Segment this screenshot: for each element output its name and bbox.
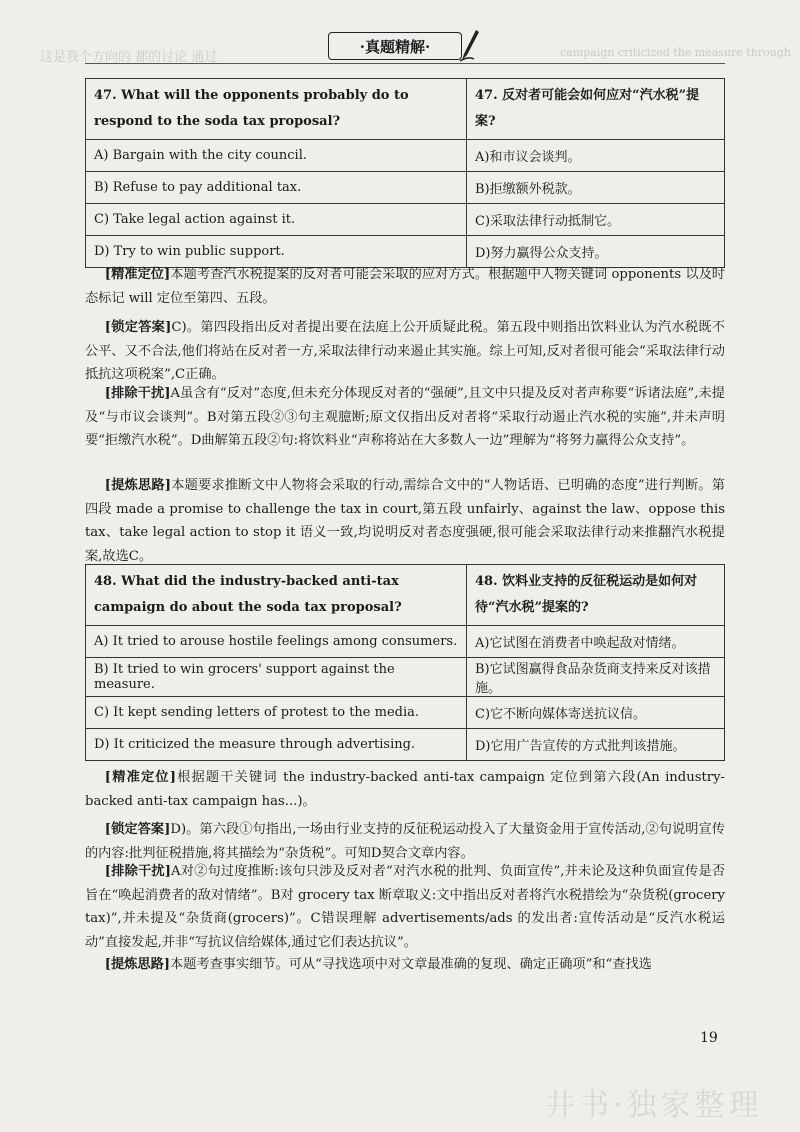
answer-label: [锁定答案]	[104, 822, 171, 837]
locate-label: [精准定位]	[104, 770, 176, 785]
option-c-zh: C)采取法律行动抵制它。	[467, 204, 725, 236]
option-c-zh: C)它不断向媒体寄送抗议信。	[467, 697, 725, 729]
q47-answer-paragraph	[85, 316, 725, 387]
q48-answer-paragraph	[85, 818, 725, 865]
q48-exclude-paragraph	[85, 860, 725, 954]
option-b-en: B) Refuse to pay additional tax.	[86, 172, 467, 204]
watermark: 井书·独家整理	[545, 1088, 763, 1123]
exclude-label: [排除干扰]	[104, 864, 171, 879]
option-b-en: B) It tried to win grocers' support against the measure.	[86, 658, 467, 697]
locate-text: 本题考查汽水税提案的反对者可能会采取的应对方式。根据题中人物关键词 opponents 以及时态标记 will 定位至第四、五段。	[85, 267, 725, 306]
option-c-en: C) Take legal action against it.	[86, 204, 467, 236]
q48-refine-paragraph	[85, 953, 725, 977]
option-d-en: D) It criticized the measure through advertising.	[86, 729, 467, 761]
bleed-through-text: 这是我个方向的 都的讨论 通过	[40, 50, 218, 65]
option-b-zh: B)它试图赢得食品杂货商支持来反对该措施。	[467, 658, 725, 697]
header-rule	[85, 63, 725, 64]
question-47-en: 47. What will the opponents probably do to respond to the soda tax proposal?	[86, 79, 467, 140]
q47-refine-paragraph	[85, 474, 725, 568]
locate-label: [精准定位]	[104, 267, 171, 282]
refine-label: [提炼思路]	[104, 478, 172, 493]
option-a-zh: A)它试图在消费者中唤起敌对情绪。	[467, 626, 725, 658]
option-a-en: A) Bargain with the city council.	[86, 140, 467, 172]
question-47-zh: 47. 反对者可能会如何应对“汽水税”提案?	[467, 79, 725, 140]
option-b-zh: B)拒缴额外税款。	[467, 172, 725, 204]
option-d-zh: D)努力赢得公众支持。	[467, 236, 725, 268]
option-d-en: D) Try to win public support.	[86, 236, 467, 268]
q47-locate-paragraph	[85, 263, 725, 310]
section-header: ·真题精解·	[328, 32, 462, 60]
bleed-through-text: campaign criticized the measure through	[560, 46, 791, 59]
exclude-text: A对②句过度推断:该句只涉及反对者“对汽水税的批判、负面宣传”,并未论及这种负面宣传是否旨在“唤起消费者的敌对情绪”。B对 grocery tax 断章取义:文中指出反对者将汽水税措绘为“杂货税(grocery tax)”,并未提及“杂货商(grocers)”。C错误理解 advertisements/ads 的发出者:宣传活动是“反汽水税运动”直接发起,并非“写抗议信给媒体,通过它们表达抗议”。	[85, 864, 726, 950]
answer-text: C)。第四段指出反对者提出要在法庭上公开质疑此税。第五段中则指出饮料业认为汽水税既不公平、又不合法,他们将站在反对者一方,采取法律行动来遏止其实施。综上可知,反对者很可能会“采取法律行动抵抗这项税案”,C正确。	[85, 320, 725, 382]
option-a-en: A) It tried to arouse hostile feelings among consumers.	[86, 626, 467, 658]
refine-text: 本题考查事实细节。可从“寻找选项中对文章最准确的复现、确定正确项”和“查找选	[170, 957, 652, 972]
q48-locate-paragraph	[85, 766, 725, 813]
exclude-label: [排除干扰]	[104, 386, 171, 401]
answer-label: [锁定答案]	[104, 320, 172, 335]
question-48-en: 48. What did the industry-backed anti-tax campaign do about the soda tax proposal?	[86, 565, 467, 626]
answer-text: D)。第六段①句指出,一场由行业支持的反征税运动投入了大量资金用于宣传活动,②句说明宣传的内容:批判征税措施,将其描绘为“杂货税”。可知D契合文章内容。	[85, 822, 725, 861]
question-48-table	[85, 564, 725, 761]
refine-text: 本题要求推断文中人物将会采取的行动,需综合文中的“人物话语、已明确的态度”进行判断。第四段 made a promise to challenge the tax in court,第五段 unfairly、against the law、oppose this tax、take legal action to stop it 语义一致,均说明反对者态度强硬,很可能会采取法律行动来推翻汽水税提案,故选C。	[85, 478, 725, 564]
option-c-en: C) It kept sending letters of protest to the media.	[86, 697, 467, 729]
option-d-zh: D)它用广告宣传的方式批判该措施。	[467, 729, 725, 761]
q47-exclude-paragraph	[85, 382, 725, 453]
locate-text: 根据题干关键词 the industry-backed anti-tax campaign 定位到第六段(An industry-backed anti-tax campaign has...)。	[85, 770, 725, 809]
question-48-zh: 48. 饮料业支持的反征税运动是如何对待“汽水税”提案的?	[467, 565, 725, 626]
option-a-zh: A)和市议会谈判。	[467, 140, 725, 172]
pen-icon	[458, 28, 480, 62]
refine-label: [提炼思路]	[104, 957, 171, 972]
page-number: 19	[700, 1030, 718, 1046]
question-47-table	[85, 78, 725, 268]
exclude-text: A虽含有“反对”态度,但未充分体现反对者的“强硬”,且文中只提及反对者声称要“诉诸法庭”,未提及“与市议会谈判”。B对第五段②③句主观臆断;原文仅指出反对者将“采取行动遏止汽水税的实施”,并未声明要“拒缴汽水税”。D曲解第五段②句:将饮料业“声称将站在大多数人一边”理解为“将努力赢得公众支持”。	[85, 386, 725, 448]
